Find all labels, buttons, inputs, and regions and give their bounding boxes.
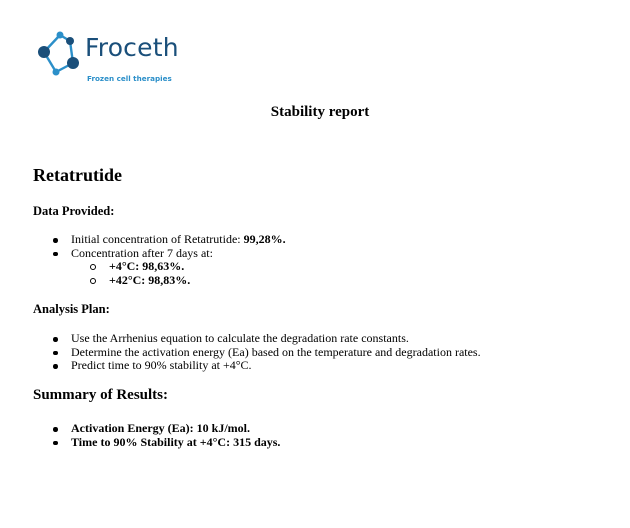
report-title: Stability report (270, 104, 370, 120)
list-item: Use the Arrhenius equation to calculate the degradation rate constants. (53, 332, 481, 346)
list-item: Predict time to 90% stability at +4°C. (53, 359, 481, 373)
initial-concentration-label: Initial concentration of Retatrutide: (71, 232, 244, 246)
list-item: Time to 90% Stability at +4°C: 315 days. (53, 436, 280, 450)
list-item (53, 247, 286, 288)
list-item: Determine the activation energy (Ea) based on the temperature and degradation rates. (53, 346, 481, 360)
temperature-sublist (71, 260, 286, 287)
data-provided-list (53, 233, 286, 287)
compound-heading: Retatrutide (33, 165, 122, 185)
initial-concentration-value: 99,28%. (243, 232, 286, 246)
data-provided-heading: Data Provided: (33, 204, 115, 218)
summary-list (53, 422, 280, 449)
summary-heading: Summary of Results: (33, 387, 168, 403)
list-item (53, 233, 286, 247)
logo-tagline: Frozen cell therapies (87, 74, 172, 83)
analysis-plan-list (53, 332, 481, 373)
list-item: +42°C: 98,83%. (89, 274, 286, 288)
logo-wordmark: Froceth (85, 33, 179, 62)
molecule-icon (33, 30, 85, 86)
concentration-after-label: Concentration after 7 days at: (71, 245, 213, 260)
list-item: Activation Energy (Ea): 10 kJ/mol. (53, 422, 280, 436)
list-item: +4°C: 98,63%. (89, 260, 286, 274)
analysis-plan-heading: Analysis Plan: (33, 302, 110, 316)
froceth-logo (33, 30, 183, 86)
